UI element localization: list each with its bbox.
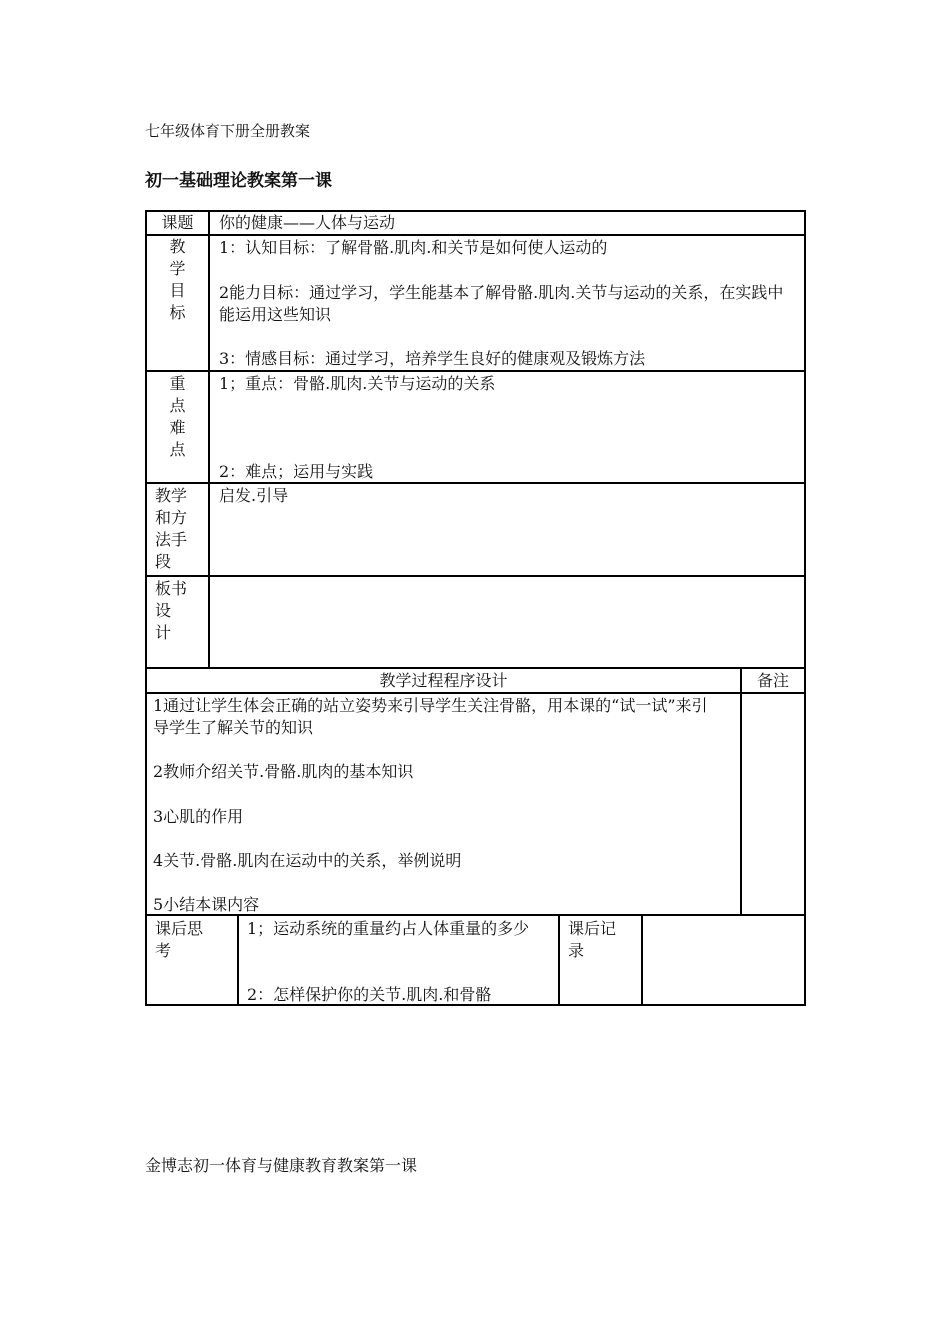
process-step-5: 5小结本课内容 xyxy=(153,895,260,914)
goal-1: 1：认知目标：了解骨骼.肌肉.和关节是如何使人运动的 xyxy=(219,238,608,257)
record-label: 课后记 录 xyxy=(568,919,617,960)
lesson-plan-table xyxy=(145,210,806,1006)
after-class-label: 课后思 考 xyxy=(155,919,204,960)
after-item-2: 2：怎样保护你的关节.肌肉.和骨骼 xyxy=(247,985,492,1004)
methods-value: 启发.引导 xyxy=(219,486,289,505)
lesson-title: 初一基础理论教案第一课 xyxy=(145,171,332,191)
keypoint: 1；重点：骨骼.肌肉.关节与运动的关系 xyxy=(219,374,496,393)
notes-header: 备注 xyxy=(756,671,789,690)
process-step-3: 3心肌的作用 xyxy=(153,807,244,826)
goal-2: 2能力目标：通过学习，学生能基本了解骨骼.肌肉.关节与运动的关系，在实践中能运用这些知识 xyxy=(219,283,784,324)
process-step-2: 2教师介绍关节.骨骼.肌肉的基本知识 xyxy=(153,762,414,781)
footer-title: 金博志初一体育与健康教育教案第一课 xyxy=(145,1156,418,1175)
process-step-1: 1通过让学生体会正确的站立姿势来引导学生关注骨骼，用本课的“试一试”来引导学生了解关节的知识 xyxy=(153,696,708,737)
after-item-1: 1；运动系统的重量约占人体重量的多少 xyxy=(247,919,530,938)
topic-value: 你的健康——人体与运动 xyxy=(219,213,396,232)
goals-label: 教 学 目 标 xyxy=(169,237,186,322)
board-label: 板书 设 计 xyxy=(155,579,188,642)
goal-3: 3：情感目标：通过学习，培养学生良好的健康观及锻炼方法 xyxy=(219,349,646,368)
methods-label: 教学 和方 法手 段 xyxy=(155,486,188,571)
document-title: 七年级体育下册全册教案 xyxy=(145,122,311,140)
difficulty: 2：难点；运用与实践 xyxy=(219,462,374,481)
keypoints-label: 重 点 难 点 xyxy=(169,374,186,459)
process-step-4: 4关节.骨骼.肌肉在运动中的关系，举例说明 xyxy=(153,851,462,870)
process-header: 教学过程程序设计 xyxy=(379,671,508,690)
topic-label: 课题 xyxy=(161,213,194,232)
